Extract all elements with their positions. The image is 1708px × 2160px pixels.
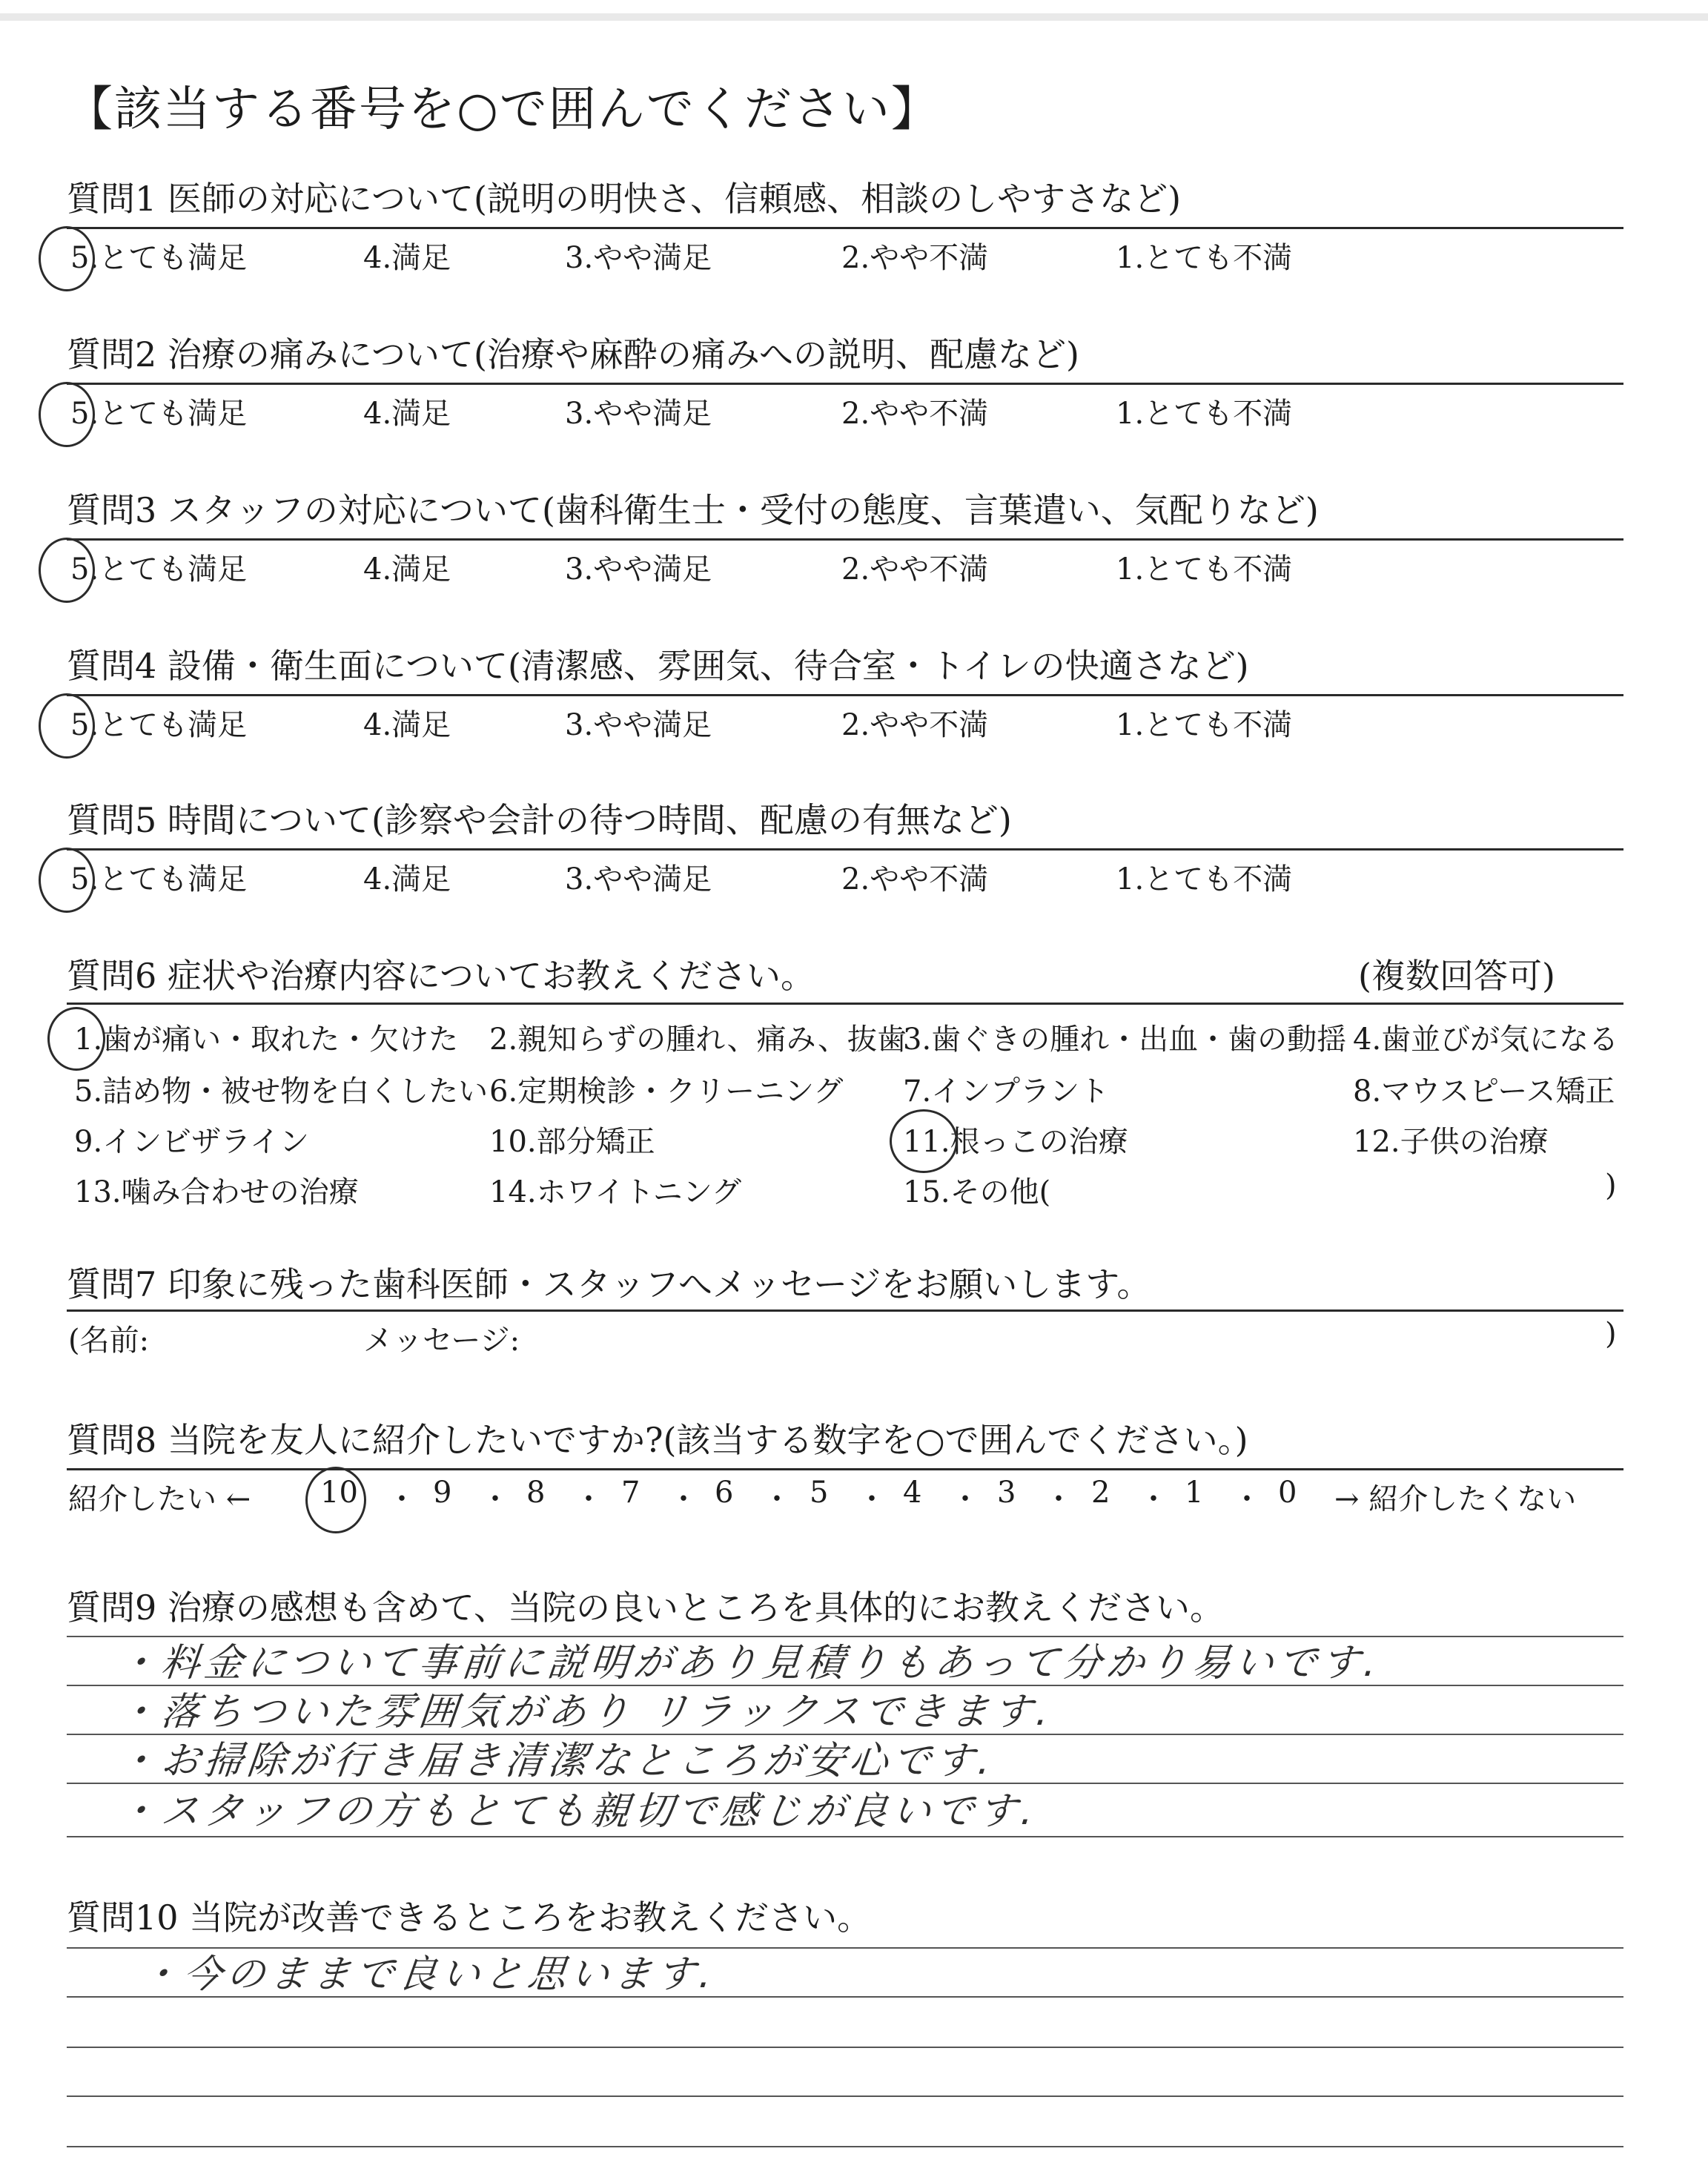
page-title: 【該当する番号を○で囲んでください】	[65, 82, 940, 137]
question-4-rule	[67, 694, 1623, 696]
q10-answer-1: ・今のままで良いと思います.	[138, 1952, 719, 1997]
q8-selection-circle	[305, 1467, 366, 1533]
q3-option-1[interactable]: 1.とても不満	[1116, 552, 1293, 587]
question-6-label: 質問6 症状や治療内容についてお教えください。	[67, 956, 815, 996]
q1-option-4[interactable]: 4.満足	[363, 241, 451, 275]
q5-option-4[interactable]: 4.満足	[363, 862, 451, 896]
q6-option-8[interactable]: 8.マウスピース矯正	[1353, 1074, 1615, 1109]
q3-selection-circle	[39, 538, 95, 603]
q6-option-3[interactable]: 3.歯ぐきの腫れ・出血・歯の動揺	[903, 1023, 1347, 1057]
q4-option-4[interactable]: 4.満足	[363, 708, 451, 742]
q6-option-12[interactable]: 12.子供の治療	[1353, 1125, 1549, 1159]
q6-option-9[interactable]: 9.インビザライン	[74, 1125, 309, 1159]
q9-line	[67, 1836, 1623, 1837]
q6-selection-circle-1	[47, 1007, 105, 1071]
q8-scale-6[interactable]: 6	[715, 1476, 734, 1510]
q7-message-label: メッセージ:	[363, 1324, 520, 1358]
q6-option-2[interactable]: 2.親知らずの腫れ、痛み、抜歯	[489, 1023, 907, 1057]
q6-option-11[interactable]: 11.根っこの治療	[903, 1125, 1128, 1159]
question-5-rule	[67, 848, 1623, 851]
q5-option-1[interactable]: 1.とても不満	[1116, 862, 1293, 896]
q1-option-5[interactable]: 5.とても満足	[70, 241, 248, 275]
q8-scale-9[interactable]: 9	[433, 1476, 452, 1510]
q6-option-13[interactable]: 13.噛み合わせの治療	[74, 1175, 359, 1209]
q9-answer-3: ・お掃除が行き届き清潔なところが安心です.	[116, 1739, 998, 1783]
question-3-label: 質問3 スタッフの対応について(歯科衛生士・受付の態度、言葉遣い、気配りなど)	[67, 490, 1319, 530]
q3-option-4[interactable]: 4.満足	[363, 552, 451, 587]
q1-option-2[interactable]: 2.やや不満	[841, 241, 989, 275]
q8-scale-dot: ・	[574, 1482, 603, 1516]
q2-selection-circle	[39, 382, 95, 447]
q8-scale-10[interactable]: 10	[320, 1476, 358, 1510]
question-8-label: 質問8 当院を友人に紹介したいですか?(該当する数字を○で囲んでください。)	[67, 1420, 1248, 1460]
q6-option-15[interactable]: 15.その他(	[903, 1175, 1051, 1209]
q8-scale-5[interactable]: 5	[810, 1476, 829, 1510]
question-7-label: 質問7 印象に残った歯科医師・スタッフへメッセージをお願いします。	[67, 1264, 1151, 1304]
q8-scale-0[interactable]: 0	[1278, 1476, 1297, 1510]
q9-answer-1: ・料金について事前に説明があり見積りもあって分かり易いです.	[116, 1641, 1383, 1685]
q1-option-1[interactable]: 1.とても不満	[1116, 241, 1293, 275]
q8-scale-1[interactable]: 1	[1185, 1476, 1204, 1510]
q10-line	[67, 2146, 1623, 2147]
q8-scale-dot: ・	[1232, 1482, 1262, 1516]
question-3-rule	[67, 538, 1623, 541]
q2-option-3[interactable]: 3.やや満足	[565, 397, 712, 431]
question-7-rule	[67, 1309, 1623, 1312]
q6-option-6[interactable]: 6.定期検診・クリーニング	[489, 1074, 844, 1109]
question-4-label: 質問4 設備・衛生面について(清潔感、雰囲気、待合室・トイレの快適さなど)	[67, 646, 1249, 686]
q1-selection-circle	[39, 226, 95, 291]
q10-line	[67, 2047, 1623, 2048]
q9-answer-2: ・落ちついた雰囲気があり リラックスできます.	[116, 1690, 1056, 1734]
q4-selection-circle	[39, 693, 95, 759]
q6-option-4[interactable]: 4.歯並びが気になる	[1353, 1023, 1619, 1057]
q5-selection-circle	[39, 848, 95, 913]
q7-close-paren: )	[1605, 1317, 1617, 1351]
q2-option-1[interactable]: 1.とても不満	[1116, 397, 1293, 431]
q4-option-5[interactable]: 5.とても満足	[70, 708, 248, 742]
q8-scale-2[interactable]: 2	[1091, 1476, 1110, 1510]
q8-scale-dot: ・	[950, 1482, 980, 1516]
q6-option-1[interactable]: 1.歯が痛い・取れた・欠けた	[74, 1023, 459, 1057]
q6-other-close-paren: )	[1605, 1169, 1617, 1203]
q5-option-5[interactable]: 5.とても満足	[70, 862, 248, 896]
question-10-label: 質問10 当院が改善できるところをお教えください。	[67, 1898, 872, 1938]
q2-option-4[interactable]: 4.満足	[363, 397, 451, 431]
q6-option-7[interactable]: 7.インプラント	[903, 1074, 1110, 1109]
q4-option-1[interactable]: 1.とても不満	[1116, 708, 1293, 742]
q5-option-3[interactable]: 3.やや満足	[565, 862, 712, 896]
question-8-rule	[67, 1468, 1623, 1470]
q2-option-2[interactable]: 2.やや不満	[841, 397, 989, 431]
q6-selection-circle-11	[890, 1109, 958, 1173]
question-1-label: 質問1 医師の対応について(説明の明快さ、信頼感、相談のしやすさなど)	[67, 179, 1182, 219]
q4-option-3[interactable]: 3.やや満足	[565, 708, 712, 742]
q8-scale-dot: ・	[1044, 1482, 1073, 1516]
q1-option-3[interactable]: 3.やや満足	[565, 241, 712, 275]
scan-top-edge	[0, 13, 1708, 21]
q2-option-5[interactable]: 5.とても満足	[70, 397, 248, 431]
question-2-label: 質問2 治療の痛みについて(治療や麻酔の痛みへの説明、配慮など)	[67, 334, 1079, 374]
question-2-rule	[67, 383, 1623, 385]
q8-scale-dot: ・	[480, 1482, 510, 1516]
q8-scale-dot: ・	[857, 1482, 887, 1516]
q8-scale-dot: ・	[387, 1482, 417, 1516]
q5-option-2[interactable]: 2.やや不満	[841, 862, 989, 896]
question-6-rule	[67, 1003, 1623, 1005]
q8-scale-4[interactable]: 4	[903, 1476, 922, 1510]
q6-option-10[interactable]: 10.部分矯正	[489, 1125, 655, 1159]
q9-answer-4: ・スタッフの方もとても親切で感じが良いです.	[116, 1789, 1041, 1834]
q8-scale-dot: ・	[762, 1482, 792, 1516]
q10-line	[67, 2095, 1623, 2097]
question-6-note: (複数回答可)	[1358, 956, 1555, 996]
q4-option-2[interactable]: 2.やや不満	[841, 708, 989, 742]
question-1-rule	[67, 227, 1623, 229]
q3-option-2[interactable]: 2.やや不満	[841, 552, 989, 587]
q8-scale-8[interactable]: 8	[526, 1476, 546, 1510]
q7-name-label: (名前:	[68, 1324, 150, 1358]
q3-option-5[interactable]: 5.とても満足	[70, 552, 248, 587]
q8-scale-3[interactable]: 3	[997, 1476, 1016, 1510]
q3-option-3[interactable]: 3.やや満足	[565, 552, 712, 587]
q8-left-label: 紹介したい ←	[68, 1482, 251, 1516]
question-5-label: 質問5 時間について(診察や会計の待つ時間、配慮の有無など)	[67, 800, 1012, 840]
q8-scale-7[interactable]: 7	[621, 1476, 640, 1510]
q8-scale-dot: ・	[669, 1482, 698, 1516]
q6-option-14[interactable]: 14.ホワイトニング	[489, 1175, 742, 1209]
q8-right-label: → 紹介したくない	[1334, 1482, 1577, 1516]
question-9-label: 質問9 治療の感想も含めて、当院の良いところを具体的にお教えください。	[67, 1588, 1224, 1628]
q8-scale-dot: ・	[1139, 1482, 1168, 1516]
q6-option-5[interactable]: 5.詰め物・被せ物を白くしたい	[74, 1074, 489, 1109]
